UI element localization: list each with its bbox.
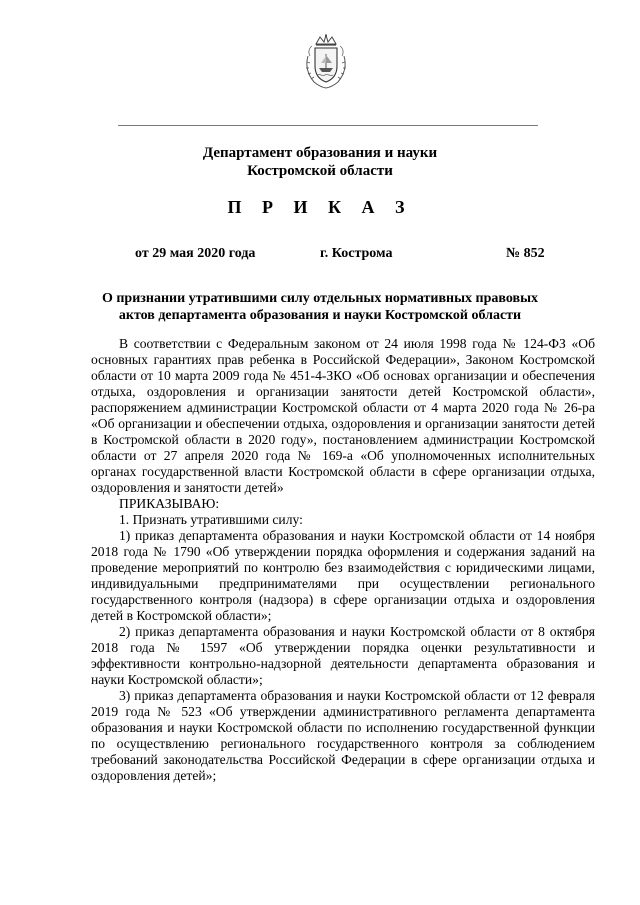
item1-heading: 1. Признать утратившими силу: — [119, 512, 303, 527]
document-type-title: П Р И К А З — [227, 197, 413, 217]
order-directive-word: ПРИКАЗЫВАЮ: — [119, 496, 220, 511]
order-number: № 852 — [506, 246, 545, 261]
kostroma-coat-of-arms-icon — [302, 34, 350, 90]
order-subject-line2: актов департамента образования и науки Костромской области — [118, 308, 522, 323]
subitem-3: 3) приказ департамента образования и науки Костромской области от 12 февраля 2019 года № 523 «Об утверждении административного регламента департамента образования и науки Костромской области по исполнению государственной функции по осуществлению регионального государственного контроля за соблюдением требований законодательства Российской Федерации в сфере организации отдыха и оздоровления детей»; — [91, 688, 595, 783]
order-subject-line1: О признании утратившими силу отдельных нормативных правовых — [101, 291, 539, 306]
preamble-paragraph: В соответствии с Федеральным законом от 24 июля 1998 года № 124-ФЗ «Об основных гарантиях прав ребенка в Российской Федерации», Законом Костромской области от 10 марта 2009 года № 451-4-ЗКО «Об основах организации и обеспечения отдыха, оздоровления и организации занятости детей Костромской области», распоряжением администрации Костромской области от 4 марта 2020 года № 26-ра «Об организации и обеспечении отдыха, оздоровления и организации занятости детей в Костромской области в 2020 году», постановлением администрации Костромской области от 27 апреля 2020 года № 169-а «Об уполномоченных исполнительных органах государственной власти Костромской области в сфере организации отдыха, оздоровления и занятости детей» — [91, 336, 595, 495]
order-body — [91, 336, 595, 784]
subitem-2: 2) приказ департамента образования и науки Костромской области от 8 октября 2018 года № 1597 «Об утверждении порядка оценки результативности и эффективности контрольно-надзорной деятельности департамента образования и науки Костромской области»; — [91, 624, 595, 687]
order-date: от 29 мая 2020 года — [135, 246, 256, 261]
order-city: г. Кострома — [320, 246, 393, 261]
subitem-1: 1) приказ департамента образования и науки Костромской области от 14 ноября 2018 года № 1790 «Об утверждении порядка оформления и содержания заданий на проведение мероприятий по контролю без взаимодействия с юридическими лицами, индивидуальными предпринимателями при осуществлении регионального государственного контроля (надзора) в сфере организации отдыха и оздоровления детей в Костромской области»; — [91, 528, 595, 623]
department-name-line2: Костромской области — [247, 163, 393, 179]
header-divider — [118, 125, 538, 126]
department-name-line1: Департамент образования и науки — [202, 145, 438, 161]
